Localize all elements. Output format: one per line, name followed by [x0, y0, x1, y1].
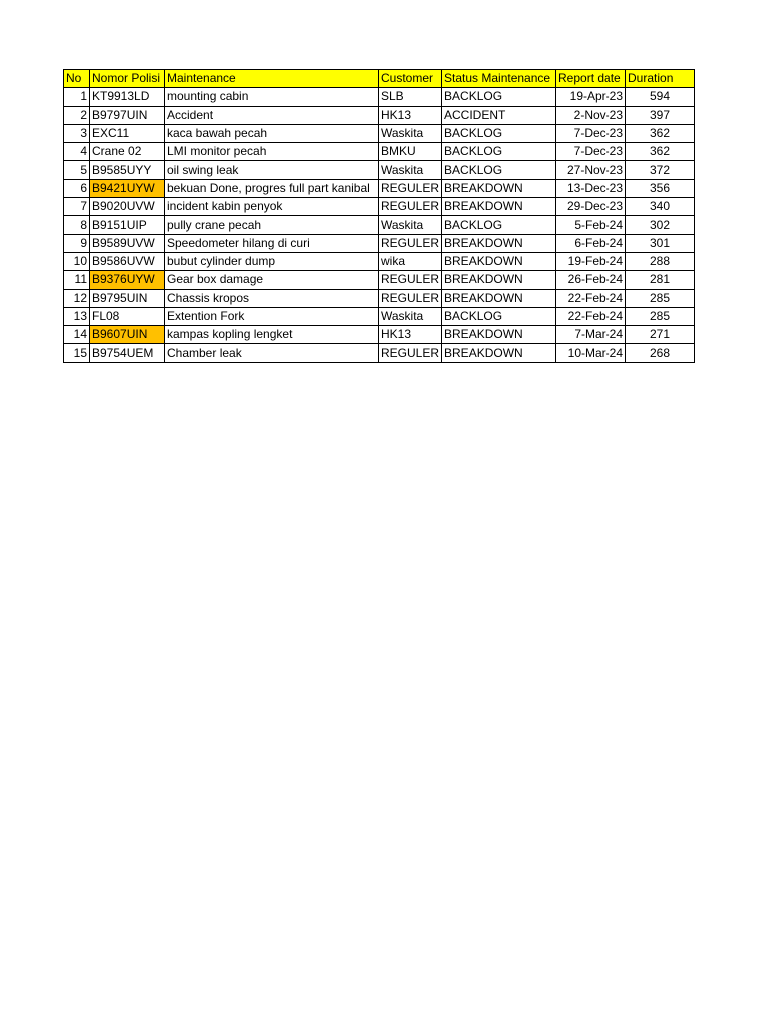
cell-nomor-polisi[interactable]: Crane 02 [90, 143, 165, 161]
cell-no[interactable]: 4 [64, 143, 90, 161]
cell-duration[interactable]: 340 [626, 198, 695, 216]
cell-nomor-polisi[interactable]: B9795UIN [90, 289, 165, 307]
cell-maintenance[interactable]: Chamber leak [165, 344, 379, 362]
table-row [64, 326, 695, 344]
header-duration[interactable]: Duration [626, 70, 695, 88]
cell-maintenance[interactable]: oil swing leak [165, 161, 379, 179]
cell-nomor-polisi[interactable]: KT9913LD [90, 88, 165, 106]
cell-no[interactable]: 2 [64, 106, 90, 124]
cell-nomor-polisi[interactable]: FL08 [90, 307, 165, 325]
cell-nomor-polisi[interactable]: B9151UIP [90, 216, 165, 234]
table-row [64, 88, 695, 106]
cell-status[interactable]: BREAKDOWN [442, 198, 556, 216]
cell-status[interactable]: BACKLOG [442, 307, 556, 325]
cell-no[interactable]: 5 [64, 161, 90, 179]
cell-no[interactable]: 9 [64, 234, 90, 252]
table-row [64, 307, 695, 325]
cell-customer[interactable]: REGULER [379, 271, 442, 289]
cell-maintenance[interactable]: LMI monitor pecah [165, 143, 379, 161]
table-row [64, 289, 695, 307]
cell-no[interactable]: 15 [64, 344, 90, 362]
cell-customer[interactable]: Waskita [379, 161, 442, 179]
cell-duration[interactable]: 285 [626, 307, 695, 325]
header-customer[interactable]: Customer [379, 70, 442, 88]
table-row [64, 179, 695, 197]
header-report-date[interactable]: Report date [556, 70, 626, 88]
cell-no[interactable]: 14 [64, 326, 90, 344]
cell-status[interactable]: BREAKDOWN [442, 179, 556, 197]
cell-status[interactable]: BREAKDOWN [442, 326, 556, 344]
cell-duration[interactable]: 271 [626, 326, 695, 344]
cell-no[interactable]: 7 [64, 198, 90, 216]
table-row [64, 161, 695, 179]
cell-status[interactable]: BREAKDOWN [442, 252, 556, 270]
cell-customer[interactable]: wika [379, 252, 442, 270]
cell-status[interactable]: BREAKDOWN [442, 344, 556, 362]
cell-no[interactable]: 11 [64, 271, 90, 289]
cell-report-date[interactable]: 10-Mar-24 [556, 344, 626, 362]
cell-status[interactable]: BREAKDOWN [442, 234, 556, 252]
cell-maintenance[interactable]: Accident [165, 106, 379, 124]
cell-customer[interactable]: HK13 [379, 106, 442, 124]
cell-no[interactable]: 1 [64, 88, 90, 106]
table-row [64, 344, 695, 362]
cell-customer[interactable]: Waskita [379, 307, 442, 325]
cell-customer[interactable]: REGULER [379, 198, 442, 216]
cell-report-date[interactable]: 26-Feb-24 [556, 271, 626, 289]
cell-status[interactable]: BACKLOG [442, 143, 556, 161]
table-row [64, 124, 695, 142]
cell-duration[interactable]: 268 [626, 344, 695, 362]
cell-report-date[interactable]: 5-Feb-24 [556, 216, 626, 234]
maintenance-table [63, 69, 695, 363]
cell-report-date[interactable]: 19-Feb-24 [556, 252, 626, 270]
cell-maintenance[interactable]: Chassis kropos [165, 289, 379, 307]
cell-report-date[interactable]: 7-Mar-24 [556, 326, 626, 344]
cell-status[interactable]: BACKLOG [442, 216, 556, 234]
cell-customer[interactable]: REGULER [379, 179, 442, 197]
cell-duration[interactable]: 397 [626, 106, 695, 124]
cell-customer[interactable]: REGULER [379, 234, 442, 252]
table-row [64, 234, 695, 252]
cell-customer[interactable]: Waskita [379, 124, 442, 142]
cell-report-date[interactable]: 29-Dec-23 [556, 198, 626, 216]
cell-maintenance[interactable]: bubut cylinder dump [165, 252, 379, 270]
cell-nomor-polisi[interactable]: EXC11 [90, 124, 165, 142]
header-no[interactable]: No [64, 70, 90, 88]
cell-maintenance[interactable]: bekuan Done, progres full part kanibal [165, 179, 379, 197]
cell-nomor-polisi[interactable]: B9589UVW [90, 234, 165, 252]
header-maintenance[interactable]: Maintenance [165, 70, 379, 88]
cell-maintenance[interactable]: Speedometer hilang di curi [165, 234, 379, 252]
cell-no[interactable]: 10 [64, 252, 90, 270]
cell-maintenance[interactable]: Gear box damage [165, 271, 379, 289]
table-row [64, 143, 695, 161]
cell-report-date[interactable]: 22-Feb-24 [556, 307, 626, 325]
cell-no[interactable]: 3 [64, 124, 90, 142]
cell-duration[interactable]: 362 [626, 143, 695, 161]
cell-status[interactable]: BACKLOG [442, 124, 556, 142]
header-row [64, 70, 695, 88]
cell-duration[interactable]: 301 [626, 234, 695, 252]
cell-duration[interactable]: 356 [626, 179, 695, 197]
cell-maintenance[interactable]: mounting cabin [165, 88, 379, 106]
cell-duration[interactable]: 302 [626, 216, 695, 234]
table-body [64, 88, 695, 362]
cell-report-date[interactable]: 27-Nov-23 [556, 161, 626, 179]
table-row [64, 216, 695, 234]
cell-maintenance[interactable]: incident kabin penyok [165, 198, 379, 216]
cell-report-date[interactable]: 2-Nov-23 [556, 106, 626, 124]
cell-duration[interactable]: 285 [626, 289, 695, 307]
cell-nomor-polisi[interactable]: B9754UEM [90, 344, 165, 362]
cell-nomor-polisi[interactable]: B9376UYW [90, 271, 165, 289]
cell-report-date[interactable]: 7-Dec-23 [556, 124, 626, 142]
cell-maintenance[interactable]: kampas kopling lengket [165, 326, 379, 344]
header-nomor-polisi[interactable]: Nomor Polisi [90, 70, 165, 88]
cell-nomor-polisi[interactable]: B9586UVW [90, 252, 165, 270]
cell-customer[interactable]: Waskita [379, 216, 442, 234]
table-row [64, 106, 695, 124]
table-row [64, 252, 695, 270]
cell-duration[interactable]: 362 [626, 124, 695, 142]
cell-no[interactable]: 6 [64, 179, 90, 197]
cell-status[interactable]: BACKLOG [442, 161, 556, 179]
cell-maintenance[interactable]: pully crane pecah [165, 216, 379, 234]
cell-status[interactable]: BREAKDOWN [442, 271, 556, 289]
cell-customer[interactable]: REGULER [379, 289, 442, 307]
cell-maintenance[interactable]: kaca bawah pecah [165, 124, 379, 142]
cell-nomor-polisi[interactable]: B9607UIN [90, 326, 165, 344]
cell-duration[interactable]: 594 [626, 88, 695, 106]
cell-nomor-polisi[interactable]: B9020UVW [90, 198, 165, 216]
cell-report-date[interactable]: 22-Feb-24 [556, 289, 626, 307]
cell-duration[interactable]: 288 [626, 252, 695, 270]
header-status-maintenance[interactable]: Status Maintenance [442, 70, 556, 88]
cell-report-date[interactable]: 13-Dec-23 [556, 179, 626, 197]
cell-nomor-polisi[interactable]: B9421UYW [90, 179, 165, 197]
cell-status[interactable]: BACKLOG [442, 88, 556, 106]
cell-nomor-polisi[interactable]: B9797UIN [90, 106, 165, 124]
table-row [64, 271, 695, 289]
cell-report-date[interactable]: 19-Apr-23 [556, 88, 626, 106]
cell-maintenance[interactable]: Extention Fork [165, 307, 379, 325]
cell-customer[interactable]: REGULER [379, 344, 442, 362]
cell-status[interactable]: ACCIDENT [442, 106, 556, 124]
cell-status[interactable]: BREAKDOWN [442, 289, 556, 307]
cell-customer[interactable]: SLB [379, 88, 442, 106]
cell-no[interactable]: 8 [64, 216, 90, 234]
cell-nomor-polisi[interactable]: B9585UYY [90, 161, 165, 179]
cell-customer[interactable]: HK13 [379, 326, 442, 344]
cell-duration[interactable]: 281 [626, 271, 695, 289]
cell-no[interactable]: 12 [64, 289, 90, 307]
cell-customer[interactable]: BMKU [379, 143, 442, 161]
cell-duration[interactable]: 372 [626, 161, 695, 179]
cell-no[interactable]: 13 [64, 307, 90, 325]
cell-report-date[interactable]: 7-Dec-23 [556, 143, 626, 161]
cell-report-date[interactable]: 6-Feb-24 [556, 234, 626, 252]
table-row [64, 198, 695, 216]
